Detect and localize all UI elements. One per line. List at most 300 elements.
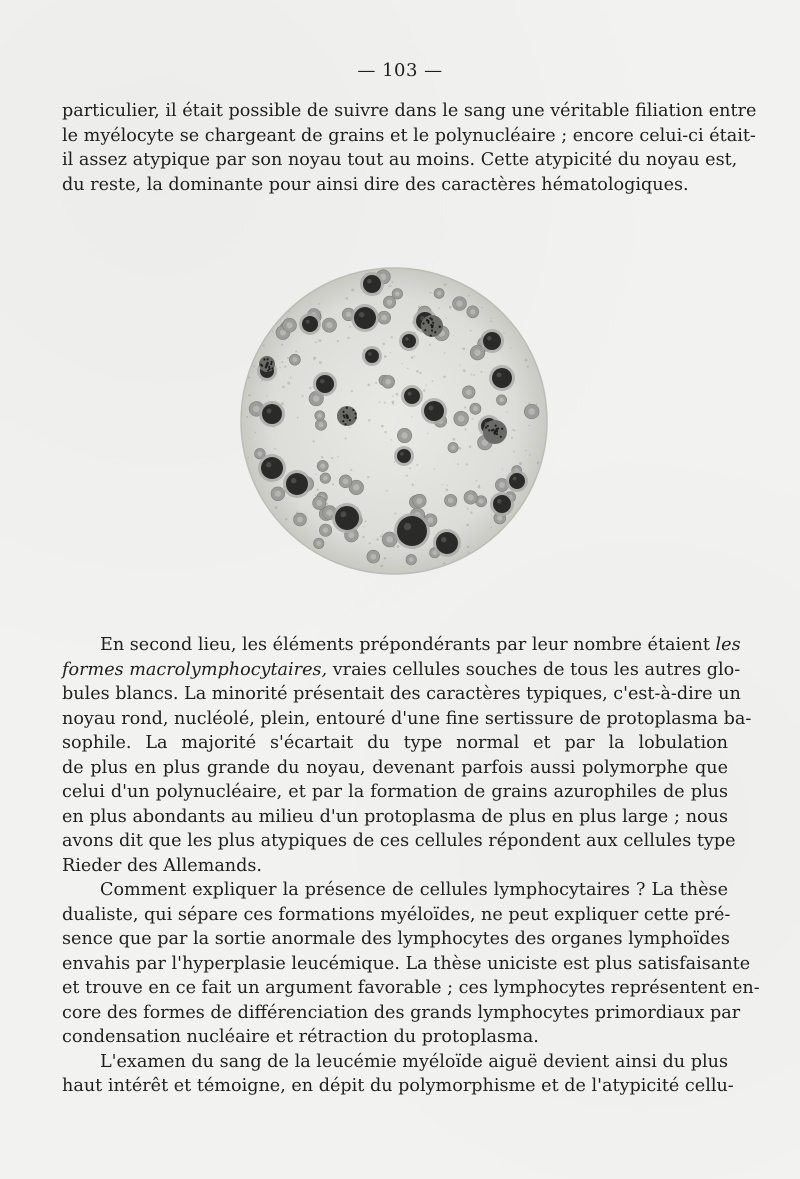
nucleus-highlight [497,499,502,504]
text-line: et trouve en ce fait un argument favorable ; ces lymphocytes représentent en- [62,978,760,998]
speckle [394,461,395,462]
speckle [536,403,538,405]
speckle [254,331,256,333]
speckle [283,302,285,304]
text-line: Comment expliquer la présence de cellules lymphocytaires ? La thèse [100,880,728,900]
text-line: envahis par l'hyperplasie leucémique. La thèse uniciste est plus satisfaisante [62,953,751,974]
speckle [467,546,469,548]
speckle [251,322,253,324]
speckle [281,344,283,346]
speckle [503,332,504,333]
speckle [390,285,392,287]
granule [355,417,357,419]
granule [261,365,263,367]
speckle [409,467,411,469]
cell-nucleus [493,495,511,513]
red-blood-cell-center [386,536,393,543]
granule [266,363,268,365]
speckle [431,380,433,382]
speckle [367,476,369,478]
granule [270,363,272,365]
speckle [313,359,315,361]
granule [265,366,267,368]
speckle [302,395,304,397]
speckle [337,340,339,342]
granule [346,407,348,409]
speckle [276,536,278,538]
red-blood-cell-center [326,509,332,515]
red-blood-cell-center [499,398,504,403]
cell-nucleus [397,449,411,463]
text-line: sophile. La majorité s'écartait du type normal et par la lobulation [62,733,728,753]
speckle [284,366,286,368]
speckle [470,512,472,514]
speckle [445,317,447,319]
speckle [507,559,509,561]
speckle [532,290,535,293]
speckle [253,365,255,367]
nucleus-highlight [405,337,409,341]
speckle [438,307,440,309]
speckle [411,416,413,418]
blood-smear-image [237,256,551,586]
speckle [282,386,285,389]
nucleus-highlight [368,352,372,356]
granule [342,411,344,413]
speckle [531,542,533,544]
speckle [384,557,387,560]
red-blood-cell-center [343,478,349,484]
text-line: le myélocyte se chargeant de grains et le polynucléaire ; encore celui-ci était- [62,125,756,146]
nucleus-highlight [291,478,297,484]
text-line: L'examen du sang de la leucémie myéloïde aiguë devient ainsi du plus [100,1051,728,1072]
red-blood-cell-center [499,482,505,488]
red-blood-cell-center [497,515,502,520]
speckle [411,356,414,359]
red-blood-cell-center [353,484,360,491]
speckle [444,283,447,286]
speckle [351,390,353,392]
speckle [309,387,311,389]
cell-nucleus [354,307,376,329]
speckle [319,361,322,364]
text-line: bules blancs. La minorité présentait des caractères typiques, c'est-à-dire un [62,684,741,704]
speckle [335,274,337,276]
speckle [380,535,382,537]
speckle [271,316,273,318]
speckle [530,512,533,515]
nucleus-highlight [497,373,502,378]
red-blood-cell-center [326,322,332,328]
speckle [347,337,350,340]
speckle [275,506,278,509]
granule [430,335,432,337]
granule [342,420,344,422]
text-line: il assez atypique par son noyau tout au moins. Cette atypicité du noyau est, [62,150,738,170]
speckle [407,368,408,369]
speckle [429,292,431,294]
speckle [331,457,333,459]
speckle [527,366,529,368]
speckle [298,287,299,288]
speckle [290,377,292,379]
speckle [367,384,370,387]
speckle [247,328,249,330]
speckle [468,295,470,297]
cell-nucleus [262,404,282,424]
text-line: noyau rond, nucléolé, plein, entouré d'une fine sertissure de protoplasma ba- [62,708,752,729]
granule [500,436,502,438]
speckle [444,352,446,354]
speckle [536,347,537,348]
red-blood-cell-center [428,517,434,523]
speckle [350,469,352,471]
speckle [524,514,526,516]
speckle [490,320,492,322]
speckle [260,556,263,559]
granule [268,366,270,368]
granule [431,318,433,320]
red-blood-cell-center [323,476,328,481]
top-paragraph [62,99,757,197]
red-blood-cell-center [348,532,354,538]
speckle [510,347,511,348]
speckle [454,569,455,570]
text-line: du reste, la dominante pour ainsi dire des caractères hématologiques. [62,174,689,195]
speckle [530,552,533,555]
cell-nucleus [483,332,501,350]
red-blood-cell-center [323,527,329,533]
speckle [416,370,419,373]
speckle [281,402,284,405]
granule [496,433,498,435]
red-blood-cell-center [395,291,400,296]
red-blood-cell-center [474,349,481,356]
speckle [248,499,250,501]
microscope-field [241,268,547,574]
speckle [271,286,273,288]
speckle [384,402,386,404]
speckle [515,301,517,303]
granule [495,425,497,427]
speckle [349,326,351,328]
granule [485,427,487,429]
granule [434,331,436,333]
speckle [467,507,469,509]
speckle [533,320,534,321]
speckle [538,528,541,531]
nucleus-highlight [267,409,272,414]
granule [491,429,493,431]
red-blood-cell-center [437,291,442,296]
nucleus-highlight [513,477,517,481]
speckle [519,462,522,465]
speckle [447,485,448,486]
speckle [381,425,384,428]
speckle [375,382,377,384]
text-line: condensation nucléaire et rétraction du protoplasma. [62,1027,539,1047]
cell-nucleus [261,457,283,479]
red-blood-cell-center [451,445,456,450]
text-line: En second lieu, les éléments prépondérants par leur nombre étaient les [100,635,741,655]
nucleus-highlight [429,406,434,411]
granule [431,329,433,331]
granule [439,326,441,328]
speckle [457,463,459,465]
speckle [412,484,414,486]
speckle [529,402,531,404]
speckle [525,266,527,268]
speckle [462,347,465,350]
granule [271,361,273,363]
speckle [391,281,393,283]
text-line: dualiste, qui sépare ces formations myéloïdes, ne peut expliquer cette pré- [62,904,731,925]
speckle [315,474,316,475]
speckle [287,357,289,359]
red-blood-cell-center [346,312,352,318]
granule [349,419,351,421]
granule [488,429,490,431]
speckle [445,489,448,492]
speckle [379,401,381,403]
red-blood-cell-center [381,315,387,321]
red-blood-cell-center [313,395,319,401]
speckle [491,527,492,528]
speckle [312,386,313,387]
speckle [466,463,468,465]
granule [263,358,265,360]
red-blood-cell-center [466,389,472,395]
cell-nucleus [436,532,458,554]
speckle [511,298,513,300]
speckle [463,369,466,372]
red-blood-cell-center [385,379,391,385]
text-line: Rieder des Allemands. [62,855,263,876]
speckle [476,480,478,482]
granule [430,324,432,326]
speckle [316,489,318,491]
speckle [251,509,253,511]
cell-nucleus [335,506,359,530]
speckle [345,437,347,439]
red-blood-cell-center [448,498,454,504]
speckle [502,468,503,469]
main-text [62,633,760,1099]
speckle [470,330,472,332]
red-blood-cell-center [297,517,303,523]
red-blood-cell-center [253,406,260,413]
speckle [368,419,370,421]
speckle [464,406,466,408]
nucleus-highlight [408,392,412,396]
granule [496,430,498,432]
cell-nucleus [302,316,318,332]
nucleus-highlight [367,279,372,284]
red-blood-cell-center [258,451,263,456]
speckle [281,543,283,545]
speckle [525,359,528,362]
red-blood-cell-center [456,300,462,306]
red-blood-cell-center [292,357,297,362]
speckle [478,573,479,574]
speckle [520,275,523,278]
cell-nucleus [365,349,379,363]
speckle [466,524,469,527]
speckle [346,297,348,299]
speckle [416,464,418,466]
cell-nucleus [424,401,444,421]
speckle [443,376,446,379]
speckle [516,295,518,297]
speckle [349,427,351,429]
speckle [388,286,389,287]
speckle [266,395,267,396]
speckle [263,345,265,347]
speckle [384,431,386,433]
red-blood-cell-center [286,322,292,328]
speckle [281,361,283,363]
speckle [419,372,421,374]
speckle [442,484,443,485]
speckle [362,536,365,539]
speckle [491,318,492,319]
text-line: haut intérêt et témoigne, en dépit du polymorphisme et de l'atypicité cellu- [62,1076,734,1096]
red-blood-cell-center [275,491,281,497]
granule [344,423,346,425]
red-blood-cell-center [318,422,323,427]
speckle [464,428,466,430]
granule [266,358,268,360]
speckle [429,344,431,346]
speckle [528,425,529,426]
speckle [279,367,280,368]
speckle [540,270,541,271]
granule [352,409,354,411]
speckle [382,534,383,535]
granule [346,415,348,417]
granule [269,368,271,370]
cell-nucleus [316,375,334,393]
speckle [471,374,473,376]
cell-nucleus [492,368,512,388]
text-line: avons dit que les plus atypiques de ces cellules répondent aux cellules type [62,831,736,851]
text-line: particulier, il était possible de suivre dans le sang une véritable filiation entre [62,101,757,121]
cell-nucleus [397,516,427,546]
speckle [511,437,513,439]
speckle [469,445,472,448]
speckle [529,454,531,456]
speckle [297,417,299,419]
granule [344,416,346,418]
speckle [395,513,397,515]
cell-nucleus [286,473,308,495]
red-blood-cell-center [316,541,321,546]
text-line: en plus abondants au milieu d'un protoplasma de plus en plus large ; nous [62,806,728,827]
red-blood-cell-center [387,299,393,305]
nucleus-highlight [404,523,412,531]
text-line: de plus en plus grande du noyau, devenant parfois aussi polymorphe que [62,757,728,778]
speckle [453,438,456,441]
nucleus-highlight [340,511,346,517]
speckle [285,518,287,520]
nucleus-highlight [320,379,325,384]
speckle [386,490,388,492]
page-number: — 103 — [357,60,443,81]
granule [497,427,499,429]
speckle [315,341,317,343]
speckle [506,411,508,413]
speckle [473,374,475,376]
speckle [517,317,519,319]
speckle [414,356,415,357]
nucleus-highlight [306,320,310,324]
speckle [295,266,298,269]
speckle [426,384,427,385]
granule [424,329,426,331]
speckle [293,550,295,552]
red-blood-cell-center [401,432,408,439]
red-blood-cell-center [468,494,474,500]
red-blood-cell-center [473,406,478,411]
speckle [472,418,474,420]
cell-nucleus [509,473,525,489]
speckle [380,564,383,567]
speckle [449,306,452,309]
speckle [246,416,248,418]
speckle [369,542,371,544]
speckle [272,331,273,332]
speckle [332,483,334,485]
nucleus-highlight [400,452,404,456]
granule [494,431,496,433]
nucleus-highlight [266,462,272,468]
speckle [477,486,480,489]
speckle [351,289,354,292]
speckle [248,394,250,396]
speckle [318,339,321,342]
speckle [270,552,272,554]
speckle [396,393,399,396]
red-blood-cell-center [370,554,376,560]
speckle [513,451,515,453]
granule [501,428,503,430]
speckle [384,355,387,358]
cell-nucleus [363,275,381,293]
red-blood-cell-center [318,413,323,418]
speckle [247,335,250,338]
cell-nucleus [402,334,416,348]
text-line: formes macrolymphocytaires, vraies cellules souches de tous les autres glo- [62,659,741,680]
speckle [433,468,435,470]
speckle [329,265,331,267]
speckle [468,273,470,275]
speckle [270,271,272,273]
speckle [423,389,426,392]
cell-nucleus [404,388,420,404]
speckle [285,269,288,272]
speckle [295,350,297,352]
red-blood-cell-center [409,557,414,562]
granule [267,369,269,371]
blood-smear-figure [237,256,551,586]
red-blood-cell-center [316,500,322,506]
speckle [365,520,367,522]
speckle [274,448,276,450]
speckle [318,303,320,305]
speckle [363,526,364,527]
speckle [391,336,393,338]
text-line: celui d'un polynucléaire, et par la formation de grains azurophiles de plus [62,782,728,802]
